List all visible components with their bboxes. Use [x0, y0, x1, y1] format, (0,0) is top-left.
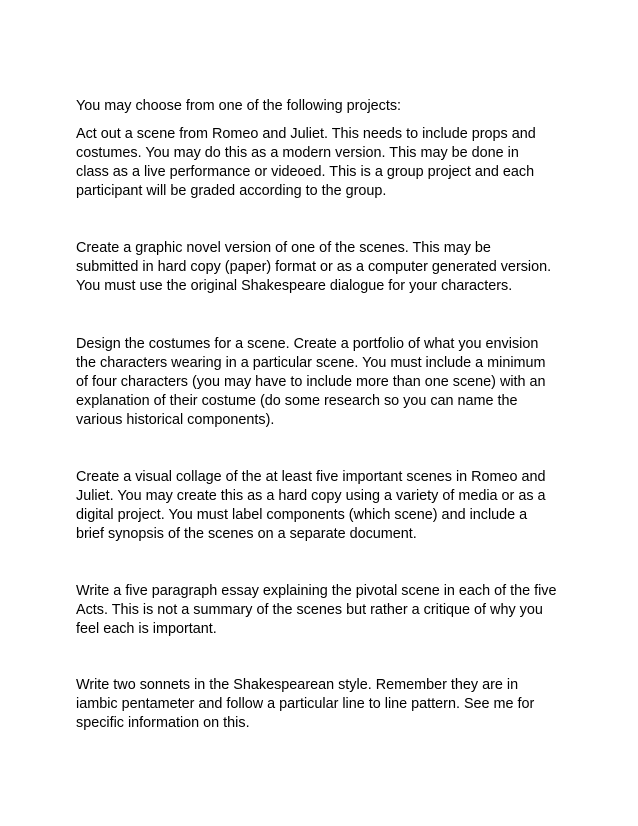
- intro-text: You may choose from one of the following projects:: [76, 98, 402, 114]
- project-option-essay: Write a five paragraph essay explaining the pivotal scene in each of the five Acts. This is not a summary of the scenes but rather a critique of why you feel each is important.: [76, 583, 557, 637]
- project-option-sonnets: Write two sonnets in the Shakespearean style. Remember they are in iambic pentameter and follow a particular line to line pattern. See me for specific information on this.: [76, 677, 535, 731]
- project-option-graphic-novel: Create a graphic novel version of one of the scenes. This may be submitted in hard copy (paper) format or as a computer generated version. You must use the original Shakespeare dialogue for your characters.: [76, 240, 552, 294]
- project-option-acting: Act out a scene from Romeo and Juliet. This needs to include props and costumes. You may do this as a modern version. This may be done in class as a live performance or videoed. This is a group project and each participant will be graded according to the group.: [76, 126, 536, 199]
- project-option-visual-collage: Create a visual collage of the at least five important scenes in Romeo and Juliet. You may create this as a hard copy using a variety of media or as a digital project. You must label components (which scene) and include a brief synopsis of the scenes on a separate document.: [76, 469, 546, 542]
- project-option-costume-design: Design the costumes for a scene. Create a portfolio of what you envision the characters wearing in a particular scene. You must include a minimum of four characters (you may have to include more than one scene) with an explanation of their costume (do some research so you can name the various historical components).: [76, 336, 546, 428]
- document-body: [76, 97, 576, 733]
